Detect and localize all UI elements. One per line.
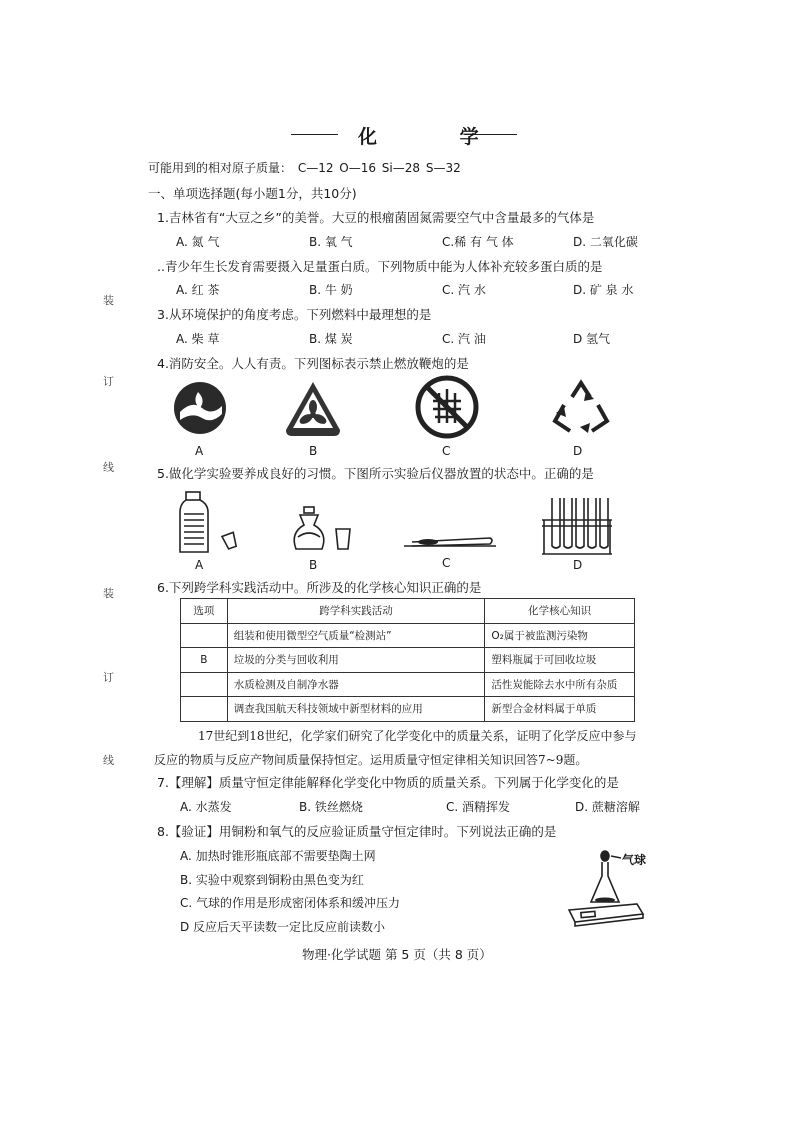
q3-stem: 3.从环境保护的角度考虑。下列燃料中最理想的是 [157,307,432,322]
q5-label-a: A [195,558,204,572]
q1-option-a: A. 氮 气 [176,235,220,249]
table-header: 选项 [181,599,228,624]
q3-option-a: A. 柴 草 [176,332,220,346]
table-row [181,623,635,648]
q7-option-c: C. 酒精挥发 [446,800,511,814]
binding-mark: 线 [103,754,114,767]
test-tube-rack-illustration [538,496,616,556]
binding-mark: 装 [103,587,114,600]
q1-option-c: C.稀 有 气 体 [442,235,514,249]
fan-warning-icon [282,378,344,440]
passage-line-1: 17世纪到18世纪，化学家们研究了化学变化中的质量关系，证明了化学反应中参与 [198,729,637,743]
test-tube-on-table-illustration [402,528,498,550]
binding-mark: 线 [103,461,114,474]
alcohol-lamp-illustration [286,505,358,555]
table-cell [181,672,228,697]
q8-option-b: B. 实验中观察到铜粉由黑色变为红 [180,873,364,887]
table-cell: 垃圾的分类与回收利用 [227,648,485,673]
q1-option-d: D. 二氧化碳 [573,235,638,249]
binding-mark: 订 [103,671,114,684]
reagent-bottle-illustration [176,490,246,556]
table-cell [181,623,228,648]
q8-option-c: C. 气球的作用是形成密闭体系和缓冲压力 [180,896,401,910]
q3-option-c: C. 汽 油 [442,332,486,346]
q7-stem: 7.【理解】质量守恒定律能解释化学变化中物质的质量关系。下列属于化学变化的是 [157,775,619,790]
binding-mark: 订 [103,375,114,388]
q2-option-a: A. 红 茶 [176,283,220,297]
q5-label-d: D [573,558,583,572]
q5-label-c: C [442,556,451,570]
q4-stem: 4.消防安全。人人有责。下列图标表示禁止燃放鞭炮的是 [157,356,469,371]
q8-option-d: D 反应后天平读数一定比反应前读数小 [180,920,386,934]
q2-option-b: B. 牛 奶 [309,283,353,297]
q4-label-a: A [195,444,204,458]
fire-water-icon [172,378,228,440]
q5-stem: 5.做化学实验要养成良好的习惯。下图所示实验后仪器放置的状态中。正确的是 [157,466,594,481]
table-cell: 活性炭能除去水中所有杂质 [485,672,635,697]
q7-option-d: D. 蔗糖溶解 [575,800,640,814]
q3-option-d: D 氢气 [573,332,611,346]
q2-option-d: D. 矿 泉 水 [573,283,634,297]
recycle-icon [550,377,612,439]
q1-stem: 1.吉林省有“大豆之乡”的美誉。大豆的根瘤菌固氮需要空气中含量最多的气体是 [157,210,595,225]
q2-option-c: C. 汽 水 [442,283,486,297]
atomic-masses: 可能用到的相对原子质量： C—12 O—16 Si—28 S—32 [148,161,461,175]
q6-stem: 6.下列跨学科实践活动中。所涉及的化学核心知识正确的是 [157,580,482,595]
q3-option-b: B. 煤 炭 [309,332,353,346]
title-rule-left [291,134,338,135]
q6-table [180,598,635,722]
q7-option-b: B. 铁丝燃烧 [299,800,363,814]
q4-label-c: C [442,444,451,458]
table-cell: O₂属于被监测污染物 [485,623,635,648]
table-cell: 新型合金材料属于单质 [485,697,635,722]
page-footer: 物理·化学试题 第 5 页（共 8 页） [302,947,492,962]
table-cell [181,697,228,722]
passage-line-2: 反应的物质与反应产物间质量保持恒定。运用质量守恒定律相关知识回答7~9题。 [154,753,588,767]
q8-option-a: A. 加热时锥形瓶底部不需要垫陶土网 [180,849,376,863]
table-cell: 塑料瓶属于可回收垃圾 [485,648,635,673]
table-header-row [181,599,635,624]
table-cell: 组装和使用微型空气质量“检测站” [227,623,485,648]
q4-label-d: D [573,444,583,458]
table-row [181,672,635,697]
table-row [181,648,635,673]
q1-option-b: B. 氧 气 [309,235,353,249]
no-fireworks-icon [415,375,479,439]
table-row [181,697,635,722]
table-cell: 水质检测及自制净水器 [227,672,485,697]
q4-label-b: B [309,444,318,458]
section1-header: 一、单项选择题(每小题1分，共10分) [148,186,357,201]
table-cell: B [181,648,228,673]
q2-stem: ..青少年生长发育需要摄入足量蛋白质。下列物质中能为人体补充较多蛋白质的是 [157,259,603,274]
q5-label-b: B [309,558,318,572]
page-title: 化 学 [358,126,517,148]
q8-stem: 8.【验证】用铜粉和氧气的反应验证质量守恒定律时。下列说法正确的是 [157,824,557,839]
q7-option-a: A. 水蒸发 [180,800,232,814]
table-header: 跨学科实践活动 [227,599,485,624]
balloon-label: 气球 [622,853,647,867]
binding-mark: 装 [103,294,114,307]
table-cell: 调查我国航天科技领域中新型材料的应用 [227,697,485,722]
table-header: 化学核心知识 [485,599,635,624]
